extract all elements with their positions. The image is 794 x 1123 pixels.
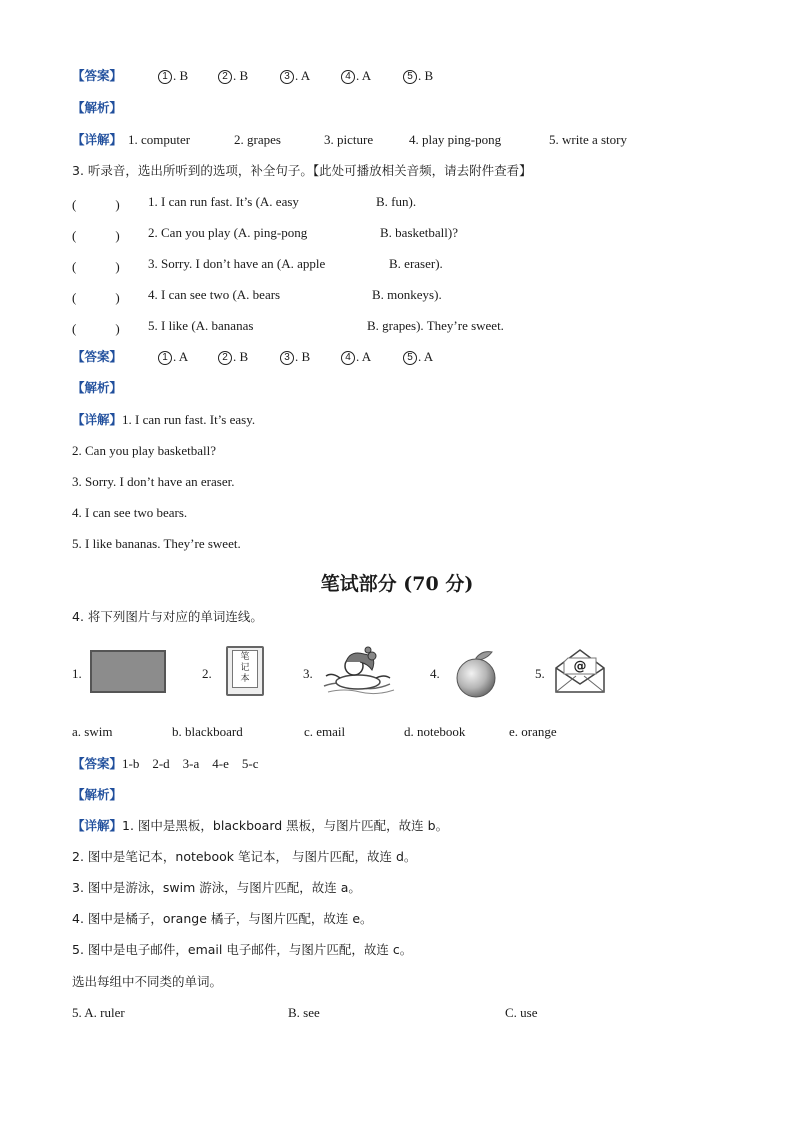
answer-item: 2 . B <box>218 68 248 84</box>
detail-line: 5. I like bananas. They’re sweet. <box>72 536 241 551</box>
answer-blank[interactable]: ( ) <box>72 290 120 305</box>
answer-item: 4 . A <box>341 349 371 365</box>
option-b: B. monkeys). <box>372 287 442 302</box>
answer-item: 5 . B <box>403 68 433 84</box>
answer-item: 1 . B <box>158 68 188 84</box>
answer-label: 【答案】 <box>72 68 123 83</box>
question-4-instruction: 4. 将下列图片与对应的单词连线。 <box>72 609 263 624</box>
detail-line: 5. 图中是电子邮件，email 电子邮件，与图片匹配，故连 c。 <box>72 942 413 957</box>
option-b: B. eraser). <box>389 256 443 271</box>
detail-item: 1. computer <box>128 132 191 147</box>
answer-row-3: 【答案】1-b 2-d 3-a 4-e 5-c <box>72 756 259 771</box>
answer-item: 3 . A <box>280 68 310 84</box>
notebook-cover-text: 笔记本 <box>240 652 250 684</box>
word-option: d. notebook <box>404 724 466 739</box>
detail-item: 5. write a story <box>549 132 627 147</box>
picture-number: 1. <box>72 666 82 681</box>
choice-option: B. see <box>288 1005 320 1020</box>
answer-blank[interactable]: ( ) <box>72 259 120 274</box>
section-heading: 笔试部分 (70 分) <box>320 573 474 595</box>
detail-line: 2. Can you play basketball? <box>72 443 217 458</box>
answer-item: 4 . A <box>341 68 371 84</box>
word-option: c. email <box>304 724 346 739</box>
question-stem: 4. I can see two (A. bears <box>148 287 281 302</box>
question-stem: 3. Sorry. I don’t have an (A. apple <box>148 256 326 271</box>
answer-item: 1 . A <box>158 349 188 365</box>
option-b: B. grapes). They’re sweet. <box>367 318 504 333</box>
detail-item: 4. play ping-pong <box>409 132 502 147</box>
analysis-label: 【解析】 <box>72 380 123 395</box>
analysis-label: 【解析】 <box>72 787 123 802</box>
blackboard-image <box>90 650 166 693</box>
question-stem: 2. Can you play (A. ping-pong <box>148 225 308 240</box>
option-b: B. basketball)? <box>380 225 458 240</box>
choice-option: C. use <box>505 1005 538 1020</box>
picture-number: 5. <box>535 666 545 681</box>
answer-item: 3 . B <box>280 349 310 365</box>
answer-row-1 <box>72 68 122 84</box>
detail-row-1: 【详解】 <box>72 132 123 147</box>
answer-blank[interactable]: ( ) <box>72 228 120 243</box>
answer-blank[interactable]: ( ) <box>72 197 120 212</box>
option-b: B. fun). <box>376 194 417 209</box>
answer-row-2: 【答案】 <box>72 349 123 364</box>
word-option: b. blackboard <box>172 724 243 739</box>
orange-image <box>452 648 500 698</box>
answer-item: 5 . A <box>403 349 433 365</box>
detail-item: 3. picture <box>324 132 374 147</box>
detail-line: 3. Sorry. I don’t have an eraser. <box>72 474 235 489</box>
detail-line: 3. 图中是游泳，swim 游泳，与图片匹配，故连 a。 <box>72 880 361 895</box>
analysis-label: 【解析】 <box>72 100 123 115</box>
word-option: e. orange <box>509 724 557 739</box>
detail-row-2: 【详解】1. I can run fast. It’s easy. <box>72 412 256 427</box>
detail-item: 2. grapes <box>234 132 281 147</box>
picture-number: 2. <box>202 666 212 681</box>
email-image <box>552 644 608 698</box>
picture-number: 3. <box>303 666 313 681</box>
answer-blank[interactable]: ( ) <box>72 321 120 336</box>
picture-number: 4. <box>430 666 440 681</box>
notebook-image <box>226 646 264 696</box>
detail-line: 2. 图中是笔记本，notebook 笔记本， 与图片匹配，故连 d。 <box>72 849 417 864</box>
choice-option: 5. A. ruler <box>72 1005 125 1020</box>
swimming-girl-image <box>320 644 398 698</box>
detail-line: 4. 图中是橘子，orange 橘子，与图片匹配，故连 e。 <box>72 911 373 926</box>
answer-item: 2 . B <box>218 349 248 365</box>
question-3-instruction: 3. 听录音，选出所听到的选项，补全句子。【此处可播放相关音频，请去附件查看】 <box>72 163 532 178</box>
question-stem: 1. I can run fast. It’s (A. easy <box>148 194 299 209</box>
question-5-instruction: 选出每组中不同类的单词。 <box>72 974 223 989</box>
detail-row-3: 【详解】1. 图中是黑板，blackboard 黑板，与图片匹配，故连 b。 <box>72 818 449 833</box>
at-symbol: @ <box>573 659 587 674</box>
question-stem: 5. I like (A. bananas <box>148 318 254 333</box>
detail-line: 4. I can see two bears. <box>72 505 188 520</box>
word-option: a. swim <box>72 724 113 739</box>
